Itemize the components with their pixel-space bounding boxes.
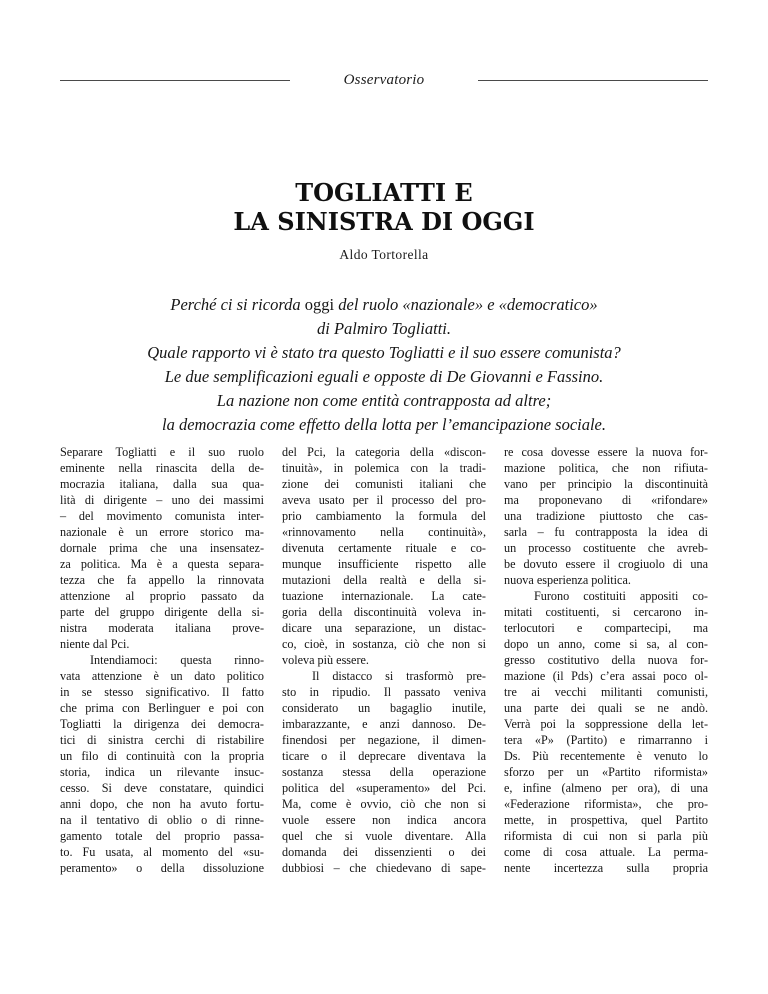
body-text-line: gresso costitutivo della nuova for- [504, 653, 708, 667]
body-text-line: nente incertezza sulla propria [504, 861, 708, 875]
body-text-line: tinuità», in polemica con la tradi- [282, 461, 486, 475]
body-text-line: na il tentativo di oblio o di rinne- [60, 813, 264, 827]
body-text-line: vata attenzione è un dato politico [60, 669, 264, 683]
body-text-line: mette, in prospettiva, quel Partito [504, 813, 708, 827]
rubric-label: Osservatorio [343, 72, 425, 88]
body-text-line: vano per principio la discontinuità [504, 477, 708, 491]
body-text-line: Furono costituiti appositi co- [534, 589, 708, 603]
body-text-line: mazione (il Pds) c’era assai poco ol- [504, 669, 708, 683]
body-text-line: tici di sinistra cerchi di ristabilire [60, 733, 264, 747]
body-text-line: niente dal Pci. [60, 637, 130, 651]
body-text-line: riformista di cui non si parla più [504, 829, 708, 843]
body-text-line: mazione politica, che non rifiuta- [504, 461, 708, 475]
body-text-line: sforzo per un «Partito riformista» [504, 765, 708, 779]
author-name: Aldo Tortorella [339, 247, 429, 262]
body-column-2 [282, 444, 486, 876]
body-text-line: «Federazione riformista», che pro- [504, 797, 708, 811]
body-text-line: za politica. Ma è a questa separa- [60, 557, 264, 571]
body-text-line: to. Fu usata, al momento del «su- [60, 845, 264, 859]
body-text-line: mitati costituenti, si cercarono in- [504, 605, 708, 619]
body-text-line: storia, indica un rilevante insuc- [60, 765, 264, 779]
body-text-line: dubbiosi – che chiedevano di sape- [282, 861, 486, 875]
lede-line-1-pre: Perché ci si ricorda [170, 295, 305, 314]
body-text-line: Separare Togliatti e il suo ruolo [60, 445, 264, 459]
body-text-line: nazionale è un errore storico ma- [60, 525, 264, 539]
body-text-line: re cosa dovesse essere la nuova for- [504, 445, 708, 459]
body-text-line: dopo un anno, come si sa, al con- [504, 637, 708, 651]
body-text-line: tera «P» (Partito) e rimarranno i [504, 733, 708, 747]
lede-line-1-post: del ruolo «nazionale» e «democratico» [334, 295, 598, 314]
body-text-line: ma proponevano di «rifondare» [504, 493, 708, 507]
body-text-line: munque insufficiente rispetto alle [282, 557, 486, 571]
rubric-rule-left [60, 80, 290, 82]
lede-line-4: Le due semplificazioni eguali e opposte di De Giovanni e Fassino. [164, 367, 604, 386]
body-text-line: che prima con Berlinguer e poi con [60, 701, 264, 715]
article-lede [60, 293, 708, 437]
body-text-line: tuazione internazionale. La cate- [282, 589, 486, 603]
body-text-line: una parte dei quali se ne andò. [504, 701, 708, 715]
body-text-line: imbarazzante, e anzi dannoso. De- [282, 717, 486, 731]
body-text-line: cesso. Si deve constatare, quindici [60, 781, 264, 795]
body-text-line: del Pci, la categoria della «discon- [282, 445, 486, 459]
body-text-line: come di cosa attuale. La perma- [504, 845, 708, 859]
lede-line-1-roman: oggi [304, 295, 335, 314]
body-text-line: politica del «superamento» del Pci. [282, 781, 486, 795]
body-text-line: mutazioni della realtà e della si- [282, 573, 486, 587]
body-text-line: un processo costituente che avreb- [504, 541, 708, 555]
article-title [60, 178, 708, 236]
body-text-line: dornale prima che una insensatez- [60, 541, 264, 555]
lede-line-3: Quale rapporto vi è stato tra questo Togliatti e il suo essere comunista? [147, 343, 621, 362]
body-text-line: divenuta certamente rituale e co- [282, 541, 486, 555]
body-text-line: una tradizione piuttosto che cas- [504, 509, 708, 523]
body-text-line: sostanza stessa della operazione [282, 765, 486, 779]
body-text-line: nistra moderata italiana prove- [60, 621, 264, 635]
body-text-line: Togliatti la dirigenza dei democra- [60, 717, 264, 731]
body-text-line: be dovuto essere il crogiuolo di una [504, 557, 708, 571]
body-text-line: voleva più essere. [282, 653, 369, 667]
title-line-2: LA SINISTRA DI OGGI [233, 207, 535, 236]
body-text-line: Intendiamoci: questa rinno- [90, 653, 264, 667]
body-text-line: goria della discontinuità voleva in- [282, 605, 486, 619]
body-text-line: tre ai vecchi militanti comunisti, [504, 685, 708, 699]
body-text-line: «rinnovamento nella continuità», [282, 525, 486, 539]
body-text-line: parte del gruppo dirigente della si- [60, 605, 264, 619]
body-text-line: Il distacco si trasformò pre- [312, 669, 486, 683]
body-column-3 [504, 444, 708, 876]
body-text-line: mocrazia italiana, dalla sua qua- [60, 477, 264, 491]
rubric-rule-right [478, 80, 708, 82]
body-text-line: attenzione al proprio passato da [60, 589, 264, 603]
body-text-line: anni dopo, che non ha avuto fortu- [60, 797, 264, 811]
body-text-line: dicare una separazione, un distac- [282, 621, 486, 635]
body-text-line: Verrà poi la soppressione della let- [504, 717, 708, 731]
lede-line-2: di Palmiro Togliatti. [316, 319, 451, 338]
section-rubric [60, 72, 708, 89]
body-text-line: in se stesso significativo. Il fatto [60, 685, 264, 699]
body-text-line: gamento totale del proprio passa- [60, 829, 264, 843]
body-text-line: quel che si vuole diventare. Alla [282, 829, 486, 843]
body-text-line: – del movimento comunista inter- [60, 509, 264, 523]
body-column-1 [60, 444, 264, 876]
body-text-line: Ds. Più recentemente è venuto lo [504, 749, 708, 763]
lede-line-5: La nazione non come entità contrapposta ad altre; [216, 391, 552, 410]
body-text-line: un filo di continuità con la propria [60, 749, 264, 763]
body-text-line: lità di dirigente – uno dei massimi [60, 493, 264, 507]
page-content [60, 0, 708, 876]
body-text-line: co, cioè, in sostanza, ciò che non si [282, 637, 486, 651]
lede-line-1 [60, 293, 708, 317]
body-text-line: prio cambiamento la formula del [282, 509, 486, 523]
title-line-1: TOGLIATTI E [295, 178, 473, 207]
body-text-line: sto in ripudio. Il passato veniva [282, 685, 486, 699]
body-text-line: aveva usato per il processo del pro- [282, 493, 486, 507]
body-text-line: vuole essere non indica ancora [282, 813, 486, 827]
lede-line-6: la democrazia come effetto della lotta per l’emancipazione sociale. [161, 415, 607, 434]
body-text-line: sarla – fu contrapposta la idea di [504, 525, 708, 539]
body-text-line: terlocutori e compartecipi, ma [504, 621, 708, 635]
body-text-line: ticare o il deprecare diventava la [282, 749, 486, 763]
body-text-line: tezza che fa appello la rinnovata [60, 573, 264, 587]
body-text-line: peramento» o della dissoluzione [60, 861, 264, 875]
article-body [60, 444, 708, 876]
body-text-line: considerato un bagaglio inutile, [282, 701, 486, 715]
body-text-line: Ma, come è ovvio, ciò che non si [282, 797, 486, 811]
body-text-line: e, infine (almeno per ora), di una [504, 781, 708, 795]
body-text-line: zione dei comunisti italiani che [282, 477, 486, 491]
body-text-line: domanda dei dissenzienti o dei [282, 845, 486, 859]
body-text-line: finendosi per negazione, il dimen- [282, 733, 486, 747]
body-text-line: eminente nella rinascita della de- [60, 461, 264, 475]
body-text-line: nuova esperienza politica. [504, 573, 631, 587]
